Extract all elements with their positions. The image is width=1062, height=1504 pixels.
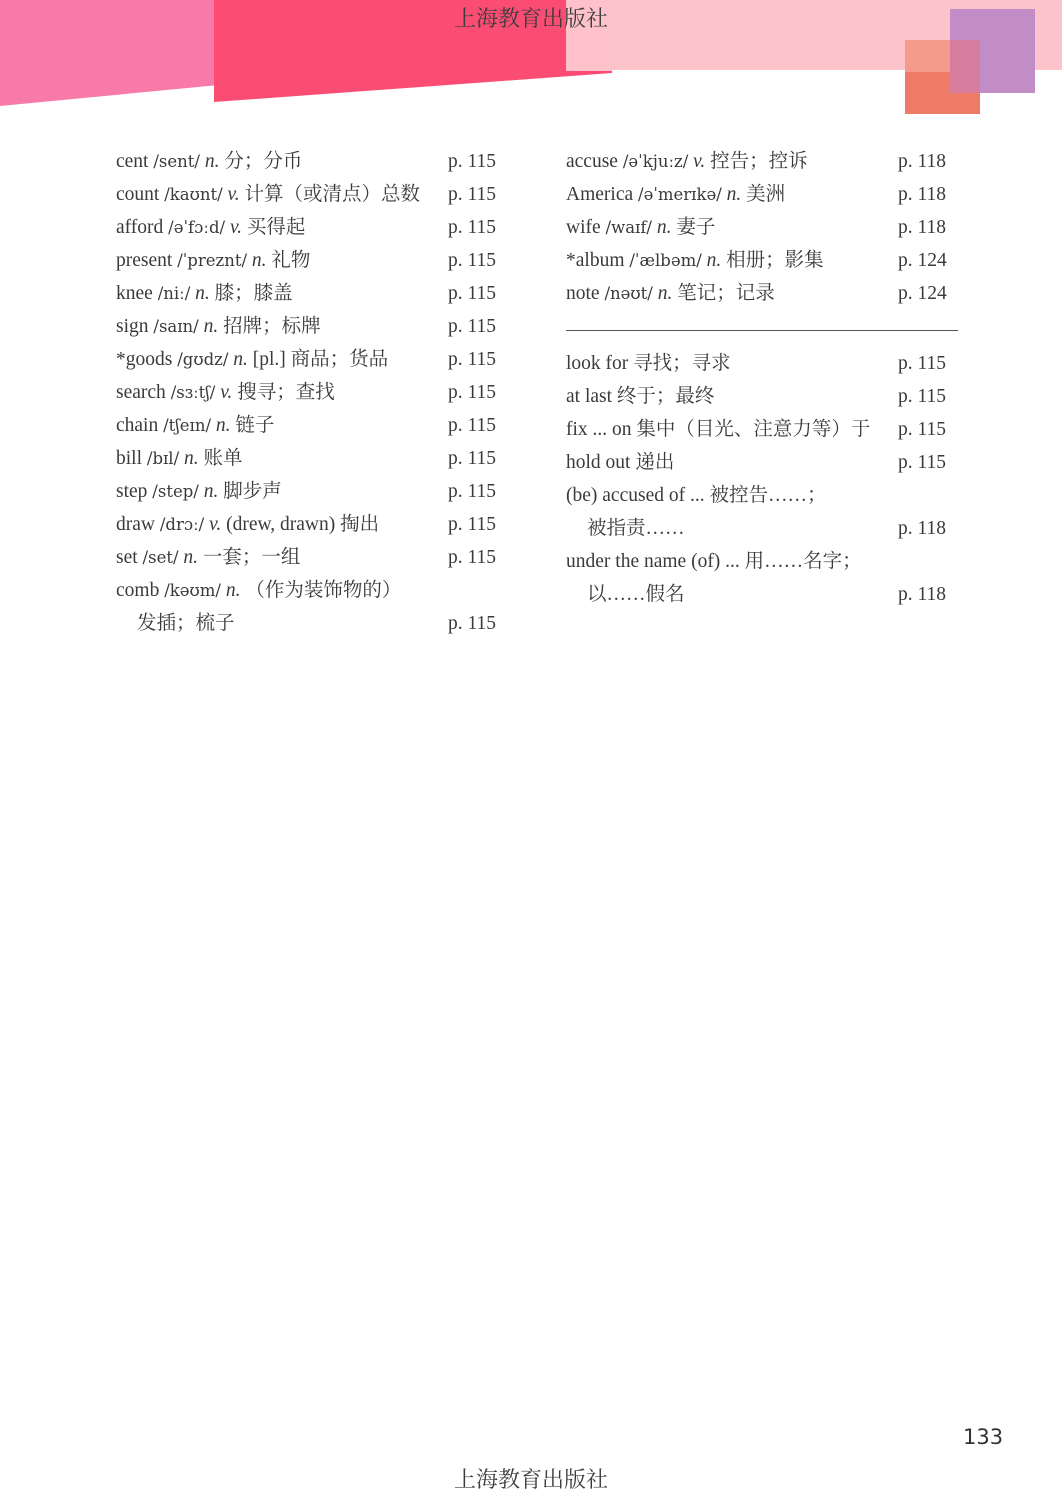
entry-page-reference: p. 115 (898, 386, 947, 407)
entry-page-reference: p. 115 (448, 184, 497, 205)
entry-page-reference: p. 115 (448, 349, 497, 370)
entry-phonetic: /nəʊt/ (604, 284, 653, 303)
word-entry (566, 145, 958, 178)
word-entry (116, 244, 506, 277)
word-entry (116, 310, 506, 343)
banner-coral-highlight (905, 40, 950, 72)
entry-page-reference: p. 115 (448, 514, 497, 535)
entry-phonetic: /əˈkjuːz/ (622, 152, 689, 171)
entry-part-of-speech: v. (693, 151, 706, 172)
entry-page-reference: p. 115 (898, 452, 947, 473)
entry-page-reference: p. 124 (898, 283, 947, 304)
entry-phonetic: /niː/ (157, 284, 191, 303)
entry-word: wife (566, 217, 601, 238)
entry-continuation-text: 发插；梳子 (137, 613, 235, 634)
word-entry (116, 442, 506, 475)
phrase-text: hold out 递出 (566, 452, 675, 473)
entry-page-reference: p. 118 (898, 184, 947, 205)
phrase-entry (566, 545, 958, 578)
word-entry (116, 211, 506, 244)
entry-phonetic: /sɜːtʃ/ (170, 383, 216, 402)
entry-part-of-speech: v. (220, 382, 233, 403)
phrase-text: under the name (of) ... 用……名字； (566, 551, 862, 572)
entry-part-of-speech: v. (227, 184, 240, 205)
entry-meaning: 控告；控诉 (710, 151, 808, 172)
banner-overlap-block (950, 40, 980, 93)
entry-word: search (116, 382, 166, 403)
phrase-entry (566, 347, 958, 380)
footer-publisher: 上海教育出版社 (453, 1468, 608, 1493)
entry-meaning: 脚步声 (223, 481, 282, 502)
phrase-entry (566, 413, 958, 446)
word-list (566, 145, 958, 310)
entry-phonetic: /step/ (152, 482, 199, 501)
entry-meaning: 笔记；记录 (677, 283, 775, 304)
vocabulary-right-column (566, 145, 958, 611)
phrase-text: (be) accused of ... 被控告……； (566, 485, 827, 506)
entry-word: bill (116, 448, 143, 469)
entry-page-reference: p. 115 (448, 217, 497, 238)
word-entry (116, 475, 506, 508)
word-entry (566, 277, 958, 310)
entry-page-reference: p. 115 (448, 481, 497, 502)
entry-part-of-speech: n. (204, 151, 220, 172)
word-entry (566, 244, 958, 277)
entry-word: cent (116, 151, 149, 172)
entry-page-reference: p. 118 (898, 217, 947, 238)
page-number: 133 (963, 1425, 1004, 1449)
entry-continuation-text: 被指责…… (587, 518, 685, 539)
entry-meaning: （作为装饰物的） (245, 580, 402, 601)
entry-phonetic: /ˈælbəm/ (629, 251, 702, 270)
entry-part-of-speech: n. (215, 415, 231, 436)
word-entry (116, 376, 506, 409)
entry-phonetic: /gʊdz/ (177, 350, 229, 369)
entry-phonetic: /tʃeɪn/ (163, 416, 212, 435)
entry-phonetic: /set/ (142, 548, 179, 567)
entry-word: chain (116, 415, 159, 436)
entry-phonetic: /əˈfɔːd/ (168, 218, 226, 237)
entry-meaning: 招牌；标牌 (223, 316, 321, 337)
entry-page-reference: p. 115 (898, 353, 947, 374)
word-entry (116, 409, 506, 442)
entry-part-of-speech: n. (225, 580, 241, 601)
entry-continuation (566, 512, 958, 545)
entry-meaning: 相册；影集 (726, 250, 824, 271)
entry-part-of-speech: n. (195, 283, 210, 304)
phrase-text: look for 寻找；寻求 (566, 353, 731, 374)
entry-meaning: 礼物 (271, 250, 311, 271)
entry-phonetic: /saɪn/ (153, 317, 199, 336)
entry-meaning: 美洲 (746, 184, 786, 205)
entry-word: present (116, 250, 173, 271)
entry-page-reference: p. 118 (898, 584, 947, 605)
entry-part-of-speech: n. (233, 349, 248, 370)
entry-phonetic: /sent/ (153, 152, 200, 171)
entry-phonetic: /bɪl/ (146, 449, 180, 468)
entry-meaning: 计算（或清点）总数 (244, 184, 421, 205)
word-entry (116, 277, 506, 310)
entry-page-reference: p. 115 (448, 151, 497, 172)
entry-meaning: 账单 (203, 448, 243, 469)
entry-word: *goods (116, 349, 173, 370)
entry-continuation (116, 607, 506, 640)
entry-part-of-speech: v. (229, 217, 243, 238)
entry-meaning: 分；分币 (224, 151, 303, 172)
entry-page-reference: p. 115 (448, 448, 497, 469)
entry-page-reference: p. 115 (448, 415, 497, 436)
phrase-entry (566, 446, 958, 479)
entry-part-of-speech: n. (251, 250, 267, 271)
word-entry (566, 178, 958, 211)
entry-page-reference: p. 115 (448, 316, 497, 337)
phrase-text: at last 终于；最终 (566, 386, 715, 407)
entry-word: sign (116, 316, 149, 337)
entry-word: America (566, 184, 634, 205)
entry-page-reference: p. 115 (448, 283, 497, 304)
entry-page-reference: p. 115 (448, 250, 497, 271)
entry-phonetic: /waɪf/ (605, 218, 652, 237)
entry-phonetic: /kəʊm/ (164, 581, 221, 600)
entry-phonetic: /ˈpreznt/ (177, 251, 248, 270)
word-entry (116, 541, 506, 574)
entry-page-reference: p. 115 (448, 382, 497, 403)
phrase-list (566, 347, 958, 611)
entry-word: note (566, 283, 600, 304)
entry-meaning: 搜寻；查找 (237, 382, 335, 403)
entry-meaning: 妻子 (676, 217, 716, 238)
entry-word: count (116, 184, 160, 205)
entry-meaning: 买得起 (246, 217, 306, 238)
phrase-entry (566, 380, 958, 413)
vocabulary-left-column (116, 145, 506, 640)
entry-page-reference: p. 115 (448, 613, 497, 634)
word-entry (116, 178, 506, 211)
entry-page-reference: p. 124 (898, 250, 947, 271)
entry-word: accuse (566, 151, 618, 172)
entry-phonetic: /drɔː/ (159, 515, 205, 534)
word-entry (566, 211, 958, 244)
entry-part-of-speech: n. (657, 283, 673, 304)
entry-continuation-text: 以……假名 (587, 584, 685, 605)
entry-word: *album (566, 250, 625, 271)
entry-page-reference: p. 118 (898, 151, 947, 172)
entry-part-of-speech: n. (203, 316, 219, 337)
entry-part-of-speech: n. (183, 547, 199, 568)
entry-meaning: 链子 (235, 415, 275, 436)
entry-page-reference: p. 115 (898, 419, 947, 440)
header-publisher: 上海教育出版社 (453, 7, 608, 32)
section-divider (566, 330, 958, 331)
entry-phonetic: /kaʊnt/ (164, 185, 223, 204)
entry-word: afford (116, 217, 164, 238)
entry-page-reference: p. 118 (898, 518, 947, 539)
entry-meaning: 膝；膝盖 (214, 283, 293, 304)
entry-part-of-speech: n. (726, 184, 742, 205)
entry-page-reference: p. 115 (448, 547, 497, 568)
entry-continuation (566, 578, 958, 611)
entry-word: comb (116, 580, 160, 601)
entry-meaning: (drew, drawn) 掏出 (226, 514, 380, 535)
entry-phonetic: /əˈmerɪkə/ (638, 185, 722, 204)
entry-word: knee (116, 283, 153, 304)
entry-part-of-speech: n. (656, 217, 672, 238)
phrase-entry (566, 479, 958, 512)
entry-meaning: 一套；一组 (202, 547, 301, 568)
phrase-text: fix ... on 集中（目光、注意力等）于 (566, 419, 871, 440)
entry-part-of-speech: n. (203, 481, 219, 502)
word-entry (116, 343, 506, 376)
word-entry (116, 574, 506, 607)
entry-meaning: [pl.] 商品；货品 (252, 349, 389, 370)
entry-part-of-speech: n. (706, 250, 722, 271)
word-entry (116, 145, 506, 178)
entry-word: draw (116, 514, 155, 535)
entry-part-of-speech: v. (209, 514, 222, 535)
entry-word: step (116, 481, 148, 502)
word-entry (116, 508, 506, 541)
entry-part-of-speech: n. (184, 448, 199, 469)
entry-word: set (116, 547, 138, 568)
